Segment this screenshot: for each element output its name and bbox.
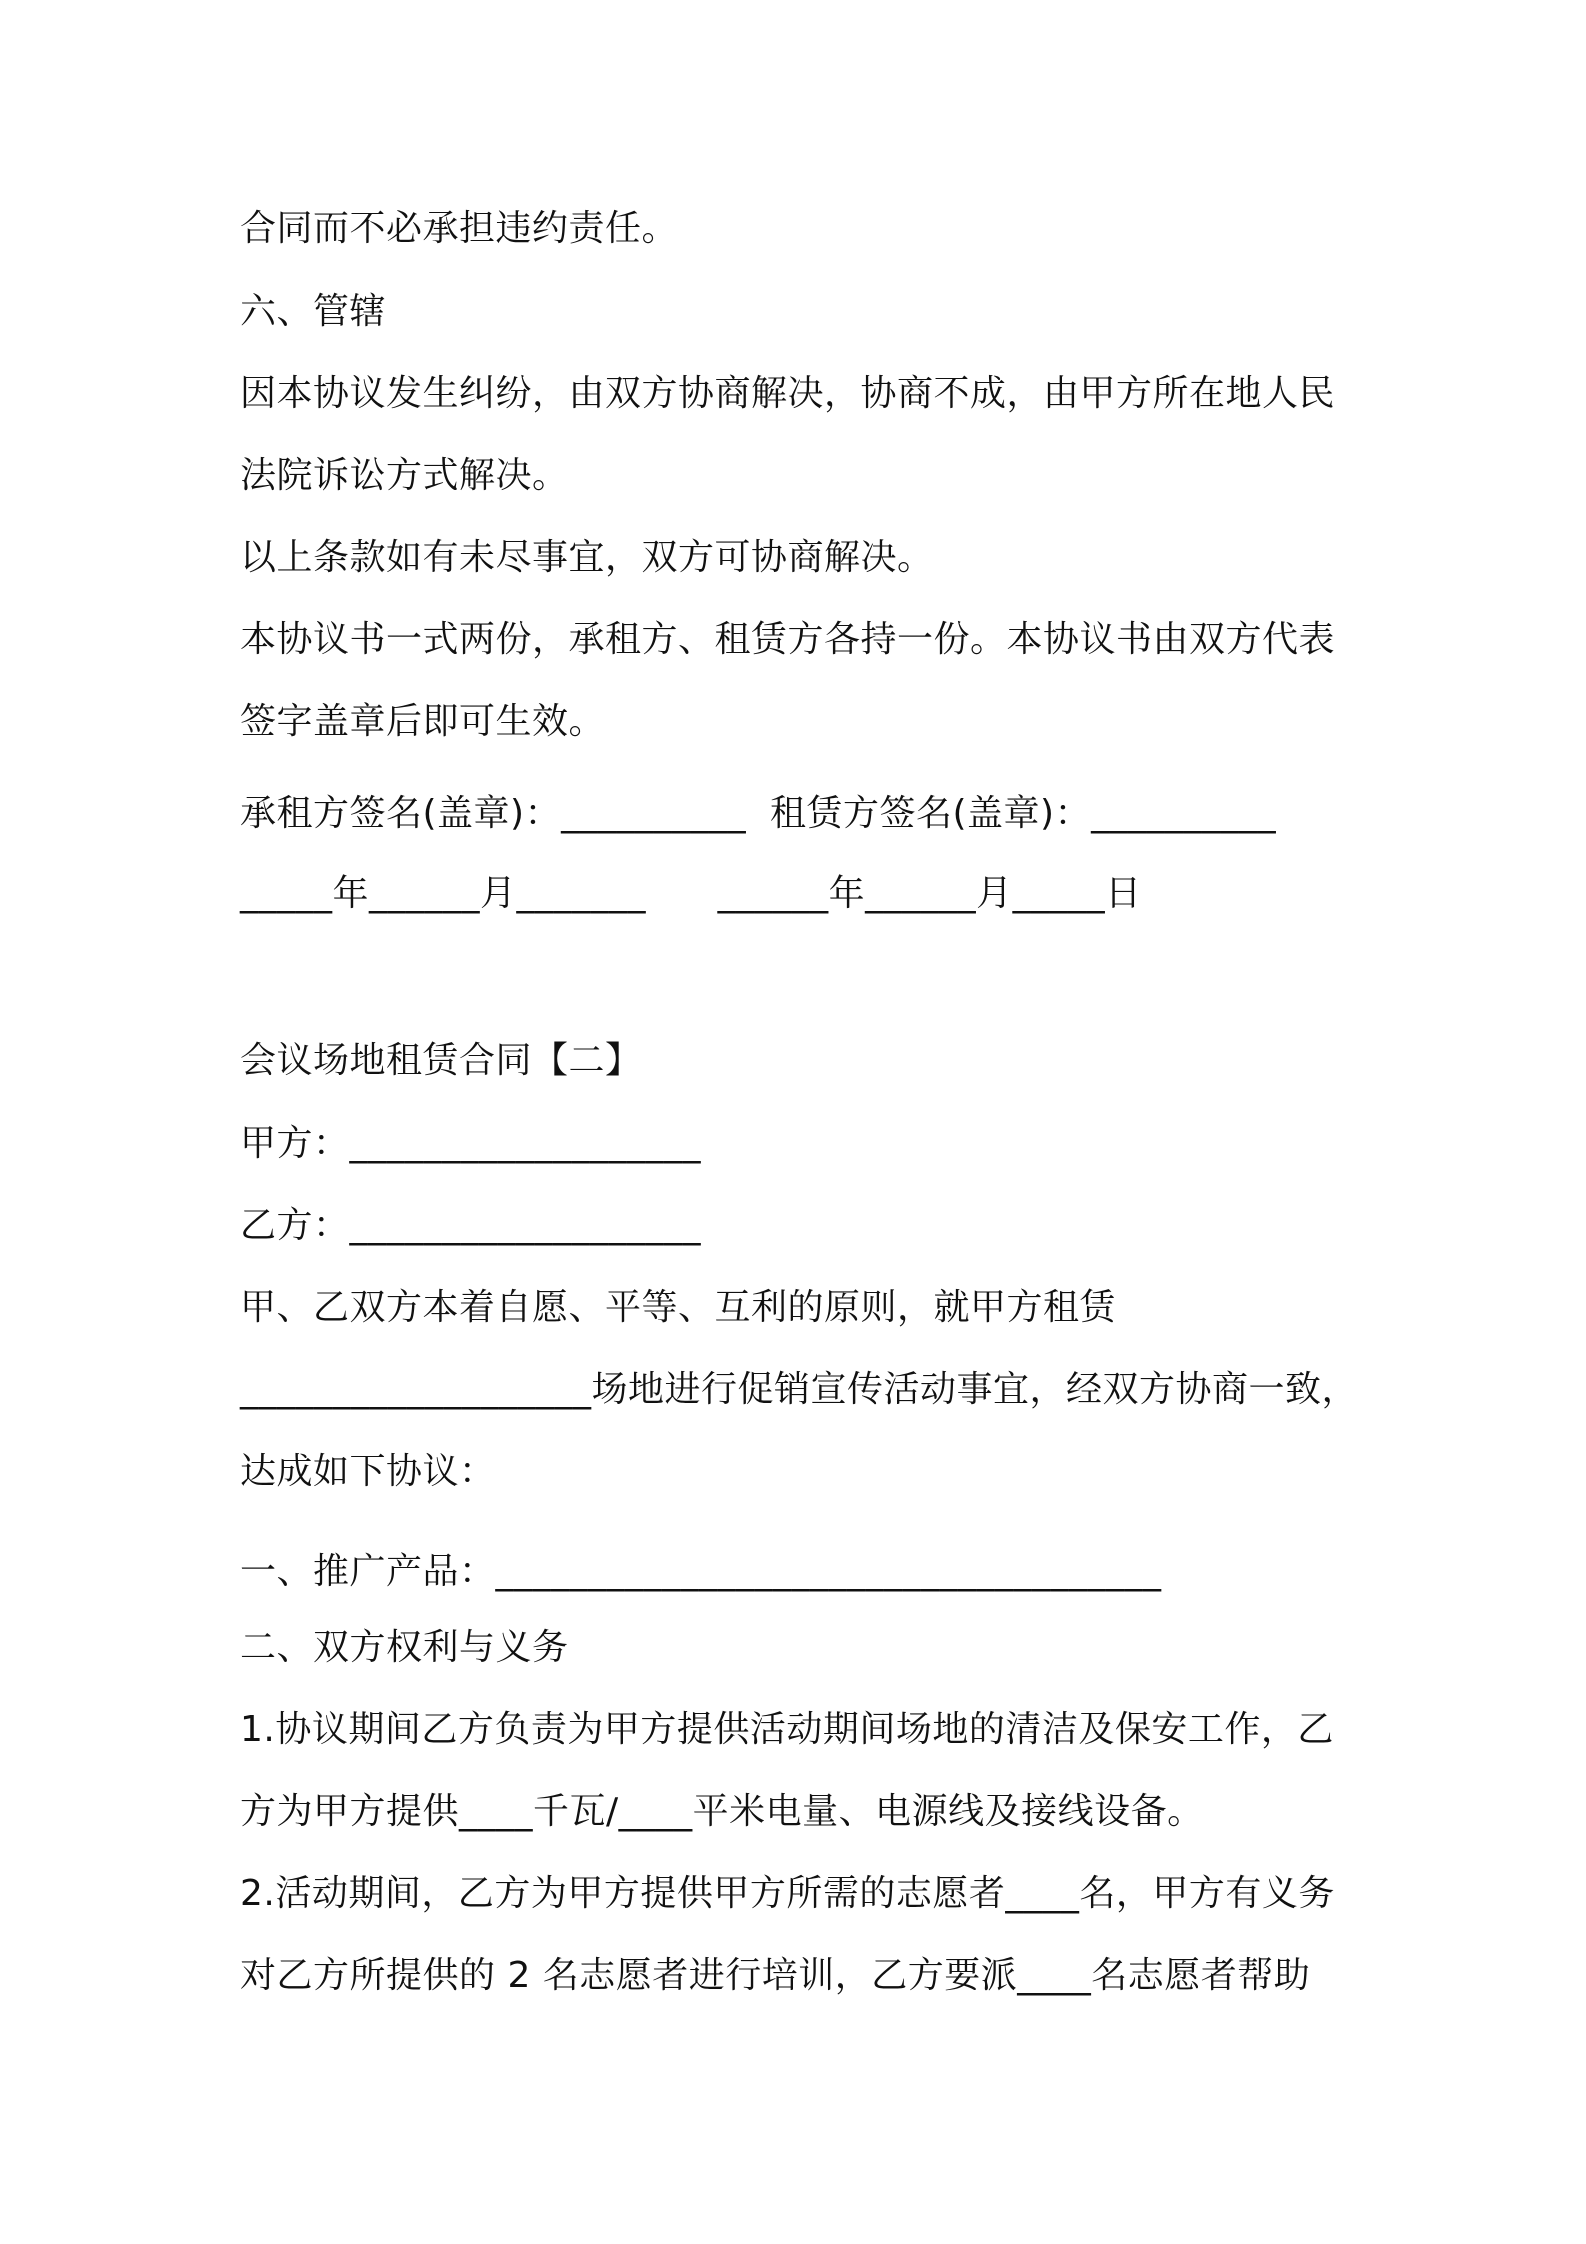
item-one-line-1: 1.协议期间乙方负责为甲方提供活动期间场地的清洁及保安工作，乙 — [240, 1709, 1334, 1750]
preamble-line-1: 甲、乙双方本着自愿、平等、互利的原则，就甲方租赁 — [240, 1287, 1117, 1328]
section-heading-rights-obligations: 二、双方权利与义务 — [240, 1627, 569, 1668]
supplementary-clause: 以上条款如有未尽事宜，双方可协商解决。 — [240, 537, 934, 578]
preamble-line-2: ___________________场地进行促销宣传活动事宜，经双方协商一致， — [240, 1369, 1359, 1410]
section-heading-jurisdiction: 六、管辖 — [240, 291, 387, 332]
date-line: _____年______月_______ ______年______月_____日 — [240, 873, 1142, 914]
signature-line: 承租方签名(盖章)：__________ 租赁方签名(盖章)：__________ — [240, 793, 1277, 834]
copies-clause-line-2: 签字盖章后即可生效。 — [240, 701, 606, 742]
copies-clause-line-1: 本协议书一式两份，承租方、租赁方各持一份。本协议书由双方代表 — [240, 619, 1336, 660]
clause-five-ending: 合同而不必承担违约责任。 — [240, 208, 679, 249]
promoted-product-line: 一、推广产品：____________________________________ — [240, 1551, 1162, 1592]
jurisdiction-text-line-2: 法院诉讼方式解决。 — [240, 455, 569, 496]
item-one-line-2: 方为甲方提供____千瓦/____平米电量、电源线及接线设备。 — [240, 1791, 1204, 1832]
preamble-line-3: 达成如下协议： — [240, 1451, 496, 1492]
contract-two-title: 会议场地租赁合同【二】 — [240, 1040, 642, 1081]
jurisdiction-text-line-1: 因本协议发生纠纷，由双方协商解决，协商不成，由甲方所在地人民 — [240, 373, 1336, 414]
party-b-line: 乙方：___________________ — [240, 1205, 702, 1246]
item-two-line-1: 2.活动期间，乙方为甲方提供甲方所需的志愿者____名，甲方有义务 — [240, 1873, 1335, 1914]
party-a-line: 甲方：___________________ — [240, 1123, 702, 1164]
item-two-line-2: 对乙方所提供的 2 名志愿者进行培训，乙方要派____名志愿者帮助 — [240, 1955, 1311, 1996]
